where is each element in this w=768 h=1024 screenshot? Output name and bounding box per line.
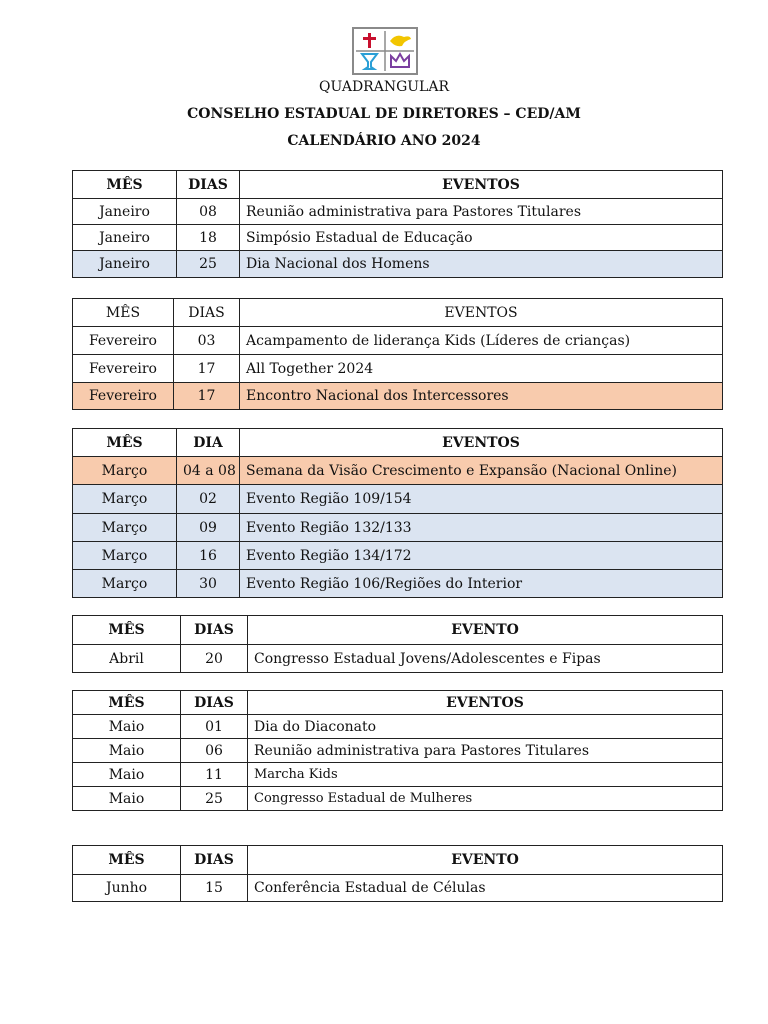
day-cell: 09 [177,514,240,542]
events-header: EVENTOS [240,299,723,327]
event-cell: Acampamento de liderança Kids (Líderes de crianças) [240,327,723,355]
month-cell: Fevereiro [73,355,174,383]
month-cell: Março [73,514,177,542]
table-row [73,570,723,598]
month-cell: Janeiro [73,225,177,251]
month-header: MÊS [73,616,181,645]
month-header: MÊS [73,299,174,327]
event-cell: Dia do Diaconato [248,715,723,739]
table-header-row [73,429,723,457]
table-row [73,739,723,763]
event-cell: Encontro Nacional dos Intercessores [240,383,723,410]
cup-icon [362,54,377,69]
day-cell: 25 [177,251,240,278]
quadrangular-logo [352,27,418,75]
dove-icon [390,36,411,47]
day-cell: 04 a 08 [177,457,240,485]
event-cell: Conferência Estadual de Células [248,875,723,902]
day-cell: 03 [174,327,240,355]
table-row [73,875,723,902]
council-title: CONSELHO ESTADUAL DE DIRETORES – CED/AM [187,106,581,122]
month-cell: Março [73,457,177,485]
event-cell: Dia Nacional dos Homens [240,251,723,278]
calendar-table-march [72,428,723,598]
event-cell: Evento Região 134/172 [240,542,723,570]
event-cell: All Together 2024 [240,355,723,383]
day-cell: 15 [181,875,248,902]
events-header: EVENTOS [248,691,723,715]
month-cell: Março [73,542,177,570]
day-cell: 01 [181,715,248,739]
event-cell: Simpósio Estadual de Educação [240,225,723,251]
event-cell: Evento Região 109/154 [240,485,723,514]
month-cell: Maio [73,763,181,787]
month-cell: Maio [73,715,181,739]
month-header: MÊS [73,429,177,457]
calendar-table-april [72,615,723,673]
day-cell: 30 [177,570,240,598]
table-row [73,787,723,811]
table-header-row [73,846,723,875]
month-cell: Março [73,570,177,598]
event-cell: Semana da Visão Crescimento e Expansão (Nacional Online) [240,457,723,485]
month-cell: Abril [73,645,181,673]
calendar-table-june [72,845,723,902]
day-cell: 11 [181,763,248,787]
event-cell: Congresso Estadual Jovens/Adolescentes e Fipas [248,645,723,673]
event-cell: Marcha Kids [248,763,723,787]
table-row [73,225,723,251]
month-cell: Fevereiro [73,383,174,410]
table-row [73,355,723,383]
event-cell: Evento Região 132/133 [240,514,723,542]
cross-icon [363,33,376,48]
day-cell: 06 [181,739,248,763]
month-header: MÊS [73,171,177,199]
calendar-title: CALENDÁRIO ANO 2024 [287,133,481,149]
day-cell: 17 [174,383,240,410]
month-cell: Março [73,485,177,514]
day-cell: 20 [181,645,248,673]
table-row [73,514,723,542]
month-cell: Janeiro [73,251,177,278]
table-row [73,383,723,410]
event-cell: Reunião administrativa para Pastores Titulares [248,739,723,763]
days-header: DIAS [177,171,240,199]
table-row [73,715,723,739]
day-cell: 25 [181,787,248,811]
table-row [73,457,723,485]
table-header-row [73,171,723,199]
month-cell: Janeiro [73,199,177,225]
month-header: MÊS [73,846,181,875]
day-cell: 08 [177,199,240,225]
month-header: MÊS [73,691,181,715]
events-header: EVENTOS [240,429,723,457]
table-row [73,251,723,278]
days-header: DIAS [181,691,248,715]
days-header: DIAS [181,846,248,875]
event-cell: Evento Região 106/Regiões do Interior [240,570,723,598]
month-cell: Maio [73,739,181,763]
event-cell: Reunião administrativa para Pastores Titulares [240,199,723,225]
events-header: EVENTOS [240,171,723,199]
day-cell: 17 [174,355,240,383]
table-row [73,199,723,225]
month-cell: Junho [73,875,181,902]
day-cell: 16 [177,542,240,570]
table-row [73,645,723,673]
days-header: DIAS [174,299,240,327]
table-row [73,542,723,570]
calendar-table-february [72,298,723,410]
table-row [73,327,723,355]
month-cell: Maio [73,787,181,811]
days-header: DIAS [181,616,248,645]
table-header-row [73,691,723,715]
table-row [73,485,723,514]
days-header: DIA [177,429,240,457]
calendar-table-may [72,690,723,811]
day-cell: 18 [177,225,240,251]
day-cell: 02 [177,485,240,514]
table-header-row [73,616,723,645]
table-row [73,763,723,787]
table-header-row [73,299,723,327]
events-header: EVENTO [248,616,723,645]
event-cell: Congresso Estadual de Mulheres [248,787,723,811]
org-name: QUADRANGULAR [318,79,449,95]
calendar-table-january [72,170,723,278]
month-cell: Fevereiro [73,327,174,355]
events-header: EVENTO [248,846,723,875]
crown-icon [391,54,409,67]
